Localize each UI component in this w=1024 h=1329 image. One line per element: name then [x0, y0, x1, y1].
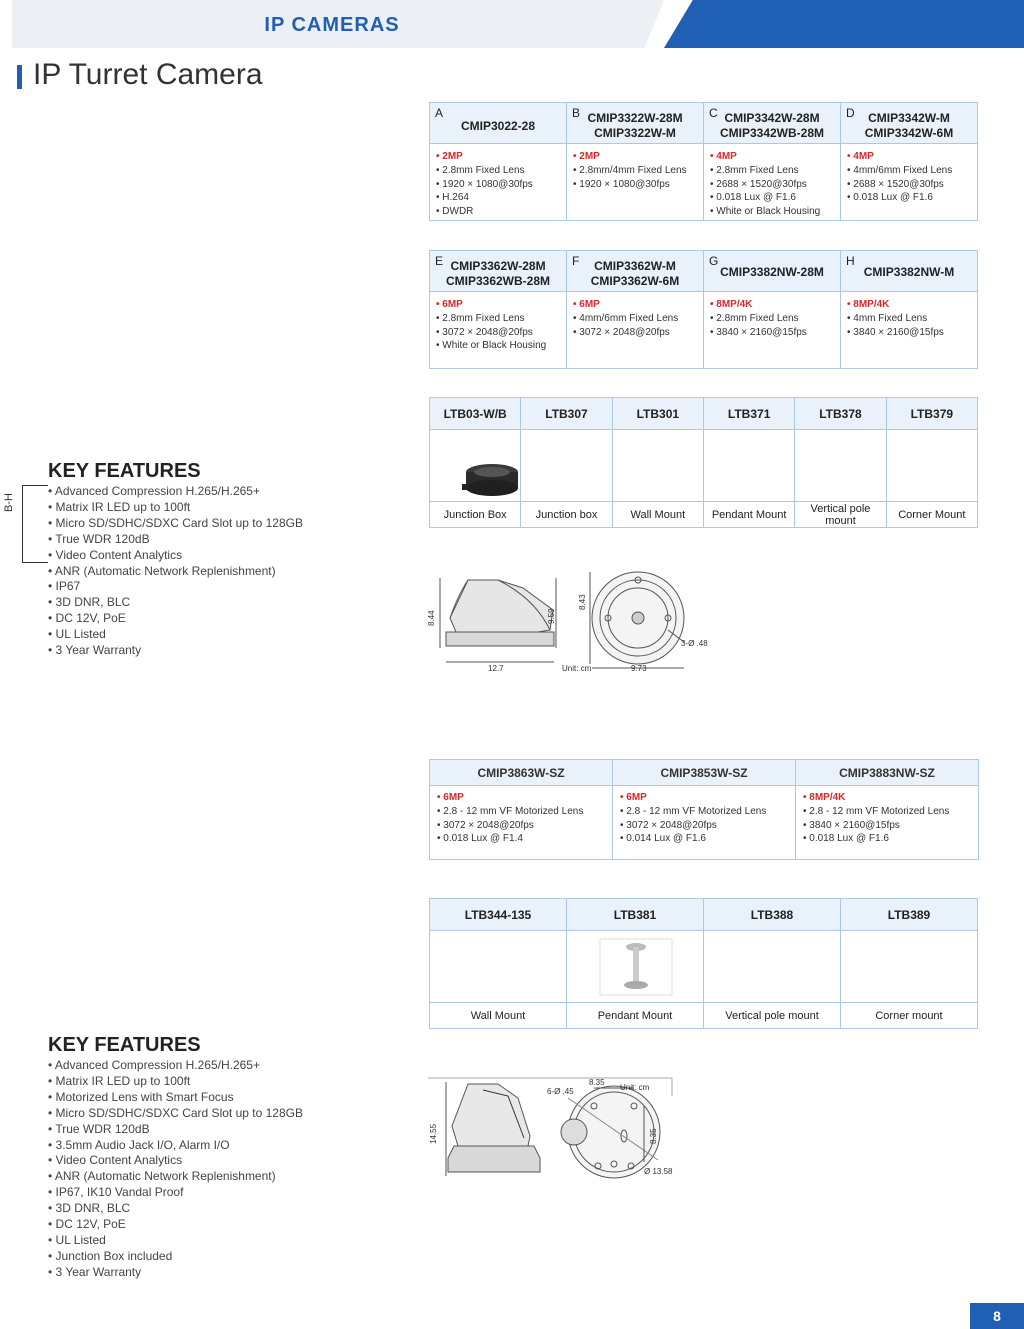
dim-width-2: 9.73	[631, 664, 647, 673]
feature-item: • DC 12V, PoE	[48, 611, 126, 626]
feature-item: • True WDR 120dB	[48, 1121, 150, 1136]
feature-item: • Video Content Analytics	[48, 547, 183, 562]
feature-item: • ANR (Automatic Network Replenishment)	[48, 1169, 276, 1184]
model-specs-e: • 6MP • 2.8mm Fixed Lens • 3072 × 2048@20fps • White or Black Housing	[430, 292, 567, 369]
dim-unit: Unit: cm	[620, 1083, 650, 1092]
pendant-mount-image	[567, 931, 704, 1003]
dimension-diagram-2	[428, 1076, 678, 1181]
feature-item: • Advanced Compression H.265/H.265+	[48, 484, 260, 498]
mount-caption: Wall Mount	[430, 1003, 567, 1029]
feature-item: • ANR (Automatic Network Replenishment)	[48, 563, 276, 578]
dim-diameter: Ø 13.58	[644, 1167, 673, 1176]
model-specs-d: • 4MP • 4mm/6mm Fixed Lens • 2688 × 1520@30fps • 0.018 Lux @ F1.6	[841, 144, 978, 221]
models-table-1	[429, 102, 978, 221]
feature-item: • Matrix IR LED up to 100ft	[48, 499, 191, 514]
feature-item: • DC 12V, PoE	[48, 1217, 126, 1232]
feature-item: • UL Listed	[48, 627, 106, 642]
header-banner-right	[664, 0, 1024, 48]
feature-item: • Micro SD/SDHC/SDXC Card Slot up to 128GB	[48, 1105, 303, 1120]
feature-item: • Advanced Compression H.265/H.265+	[48, 1058, 260, 1072]
key-features-list	[48, 1058, 303, 1281]
sz-model-specs: • 6MP • 2.8 - 12 mm VF Motorized Lens • 3072 × 2048@20fps • 0.018 Lux @ F1.4	[430, 786, 613, 860]
bracket-line	[22, 485, 48, 563]
key-features-title: KEY FEATURES	[48, 1034, 201, 1056]
model-specs-h: • 8MP/4K • 4mm Fixed Lens • 3840 × 2160@15fps	[841, 292, 978, 369]
mount-header: LTB307	[521, 398, 612, 430]
mounts-table-2	[429, 898, 978, 1029]
section-title: IP CAMERAS	[264, 14, 400, 36]
mount-caption: Corner mount	[841, 1003, 978, 1029]
mount-caption: Vertical pole mount	[795, 502, 886, 528]
dim-height-2: 9.59	[547, 608, 556, 624]
sz-model-name: CMIP3853W-SZ	[613, 760, 796, 786]
sz-model-name: CMIP3863W-SZ	[430, 760, 613, 786]
dim-hole: 6-Ø .45	[547, 1087, 574, 1096]
dim-height-1: 14.55	[429, 1123, 438, 1144]
model-cell-g: G CMIP3382NW-28M	[704, 251, 841, 292]
feature-item: • UL Listed	[48, 1232, 106, 1247]
model-cell-e: E CMIP3362W-28M CMIP3362WB-28M	[430, 251, 567, 292]
sz-model-specs: • 8MP/4K • 2.8 - 12 mm VF Motorized Lens • 3840 × 2160@15fps • 0.018 Lux @ F1.6	[796, 786, 979, 860]
feature-item: • Micro SD/SDHC/SDXC Card Slot up to 128GB	[48, 515, 303, 530]
bracket-label: B-H	[3, 493, 15, 512]
mount-caption: Junction Box	[430, 502, 521, 528]
mounts-table-1	[429, 397, 978, 528]
model-specs-b: • 2MP • 2.8mm/4mm Fixed Lens • 1920 × 1080@30fps	[567, 144, 704, 221]
mount-caption: Pendant Mount	[703, 502, 794, 528]
junction-box-icon	[462, 460, 522, 500]
dim-width-1: 8.35	[589, 1078, 605, 1087]
feature-item: • 3D DNR, BLC	[48, 1201, 131, 1216]
dim-height-1: 8.44	[427, 610, 436, 626]
mount-header: LTB379	[886, 398, 977, 430]
feature-item: • True WDR 120dB	[48, 531, 150, 546]
mount-header: LTB301	[612, 398, 703, 430]
mount-header: LTB388	[704, 899, 841, 931]
pendant-mount-icon	[600, 939, 672, 995]
page-title: IP Turret Camera	[33, 58, 263, 91]
model-cell-d: D CMIP3342W-M CMIP3342W-6M	[841, 103, 978, 144]
mount-header: LTB344-135	[430, 899, 567, 931]
feature-item: • Motorized Lens with Smart Focus	[48, 1089, 234, 1104]
mount-caption: Vertical pole mount	[704, 1003, 841, 1029]
feature-item: • 3.5mm Audio Jack I/O, Alarm I/O	[48, 1137, 230, 1152]
feature-item: • 3D DNR, BLC	[48, 595, 131, 610]
mount-caption: Corner Mount	[886, 502, 977, 528]
sz-models-table	[429, 759, 979, 860]
mount-header: LTB381	[567, 899, 704, 931]
dim-width-1: 12.7	[488, 664, 504, 673]
mount-caption: Wall Mount	[612, 502, 703, 528]
model-cell-a: A CMIP3022-28	[430, 103, 567, 144]
feature-item: • 3 Year Warranty	[48, 1264, 142, 1279]
model-cell-b: B CMIP3322W-28M CMIP3322W-M	[567, 103, 704, 144]
mount-header: LTB03-W/B	[430, 398, 521, 430]
model-specs-f: • 6MP • 4mm/6mm Fixed Lens • 3072 × 2048@20fps	[567, 292, 704, 369]
key-features-list	[48, 484, 303, 659]
model-specs-a: • 2MP • 2.8mm Fixed Lens • 1920 × 1080@30fps • H.264 • DWDR	[430, 144, 567, 221]
mount-header: LTB378	[795, 398, 886, 430]
feature-item: • Video Content Analytics	[48, 1153, 183, 1168]
feature-item: • IP67	[48, 579, 81, 594]
dim-height-2: 8.35	[649, 1128, 658, 1144]
feature-item: • IP67, IK10 Vandal Proof	[48, 1185, 184, 1200]
model-cell-f: F CMIP3362W-M CMIP3362W-6M	[567, 251, 704, 292]
dim-unit: Unit: cm	[562, 664, 592, 673]
dim-height-3: 8.43	[578, 594, 587, 610]
feature-item: • Junction Box included	[48, 1248, 173, 1263]
dimension-diagram-1	[428, 570, 718, 675]
model-specs-c: • 4MP • 2.8mm Fixed Lens • 2688 × 1520@30fps • 0.018 Lux @ F1.6 • White or Black Housing	[704, 144, 841, 221]
sz-model-name: CMIP3883NW-SZ	[796, 760, 979, 786]
sz-model-specs: • 6MP • 2.8 - 12 mm VF Motorized Lens • 3072 × 2048@20fps • 0.014 Lux @ F1.6	[613, 786, 796, 860]
mount-header: LTB371	[703, 398, 794, 430]
dim-hole: 3-Ø .48	[681, 639, 708, 648]
title-accent-bar	[17, 65, 22, 89]
model-cell-c: C CMIP3342W-28M CMIP3342WB-28M	[704, 103, 841, 144]
feature-item: • 3 Year Warranty	[48, 643, 142, 658]
mount-header: LTB389	[841, 899, 978, 931]
feature-item: • Matrix IR LED up to 100ft	[48, 1073, 191, 1088]
model-name: CMIP3022-28	[460, 119, 536, 133]
mount-caption: Pendant Mount	[567, 1003, 704, 1029]
junction-box-image	[430, 430, 521, 502]
model-cell-h: H CMIP3382NW-M	[841, 251, 978, 292]
key-features-title: KEY FEATURES	[48, 460, 201, 482]
mount-caption: Junction box	[521, 502, 612, 528]
models-table-2	[429, 250, 978, 369]
model-specs-g: • 8MP/4K • 2.8mm Fixed Lens • 3840 × 2160@15fps	[704, 292, 841, 369]
page-number: 8	[970, 1303, 1024, 1329]
